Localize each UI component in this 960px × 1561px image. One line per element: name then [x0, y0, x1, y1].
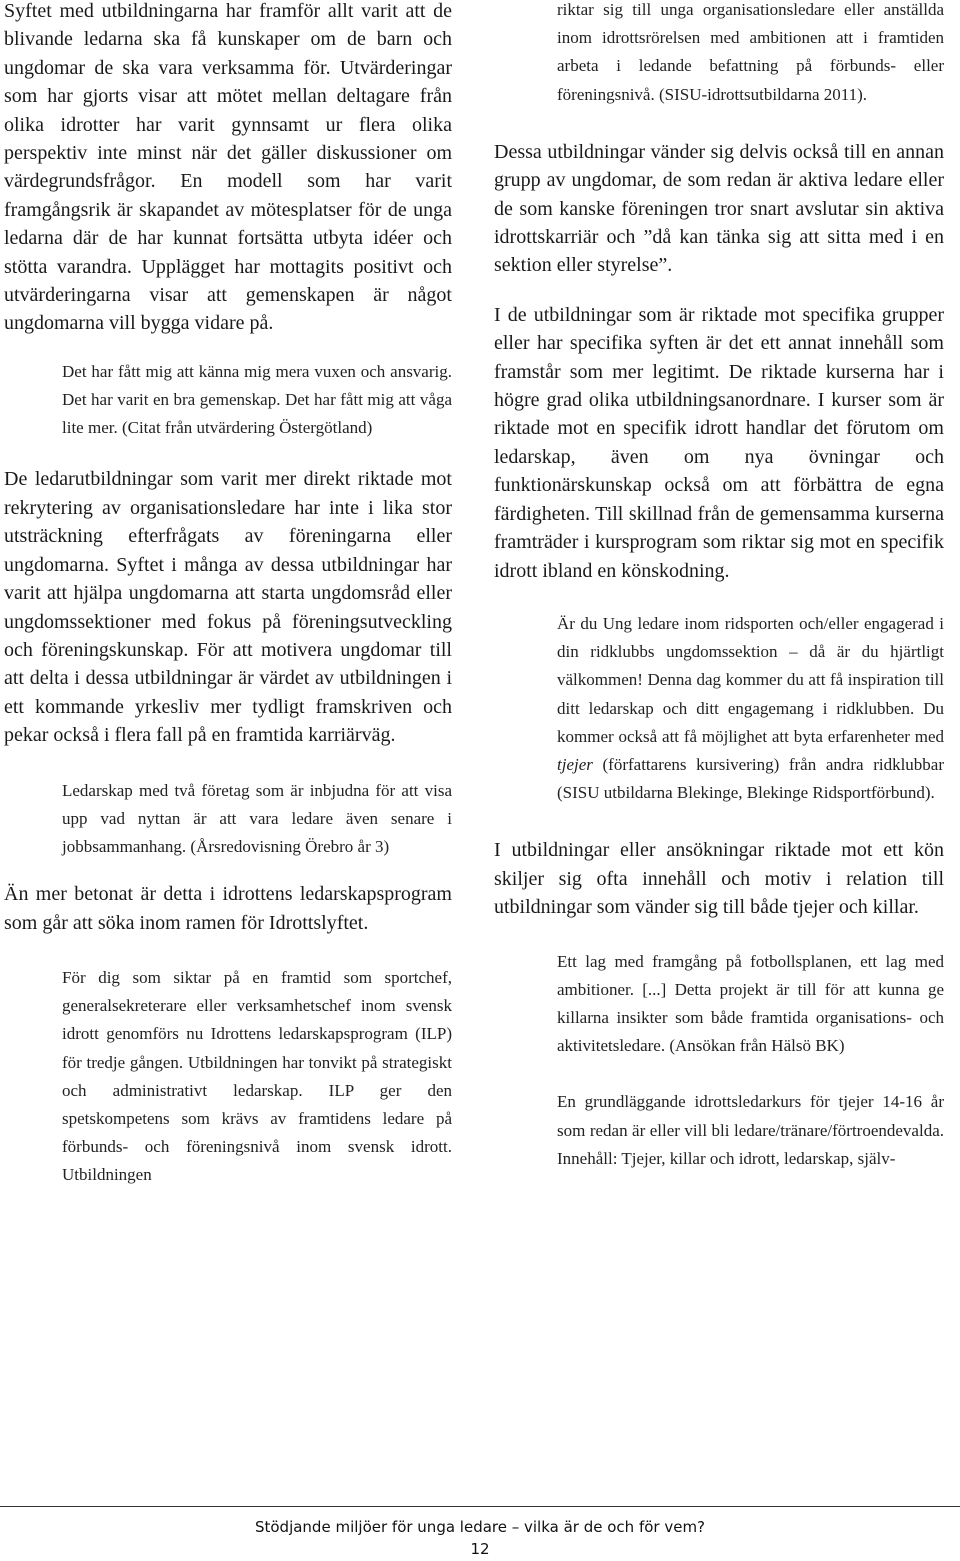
left-paragraph-1: Syftet med utbildningarna har framför allt varit att de blivande ledarna ska få kunskaper om de barn och ungdomar de ska vara verksamma för. Utvärderingar som har gjorts visar att mötet mellan deltagare från olika idrotter har varit gynnsamt ur flera olika perspektiv inte minst när det gäller diskussioner om värdegrundsfrågor. En modell som har varit framgångsrik är skapandet av mötesplatser för de unga ledarna där de har kunnat fortsätta utbyta idéer och stötta varandra. Upplägget har mottagits positivt och utvärderingarna visar att gemenskapen är något ungdomarna vill bygga vidare på.: [4, 0, 452, 335]
right-paragraph-3: I utbildningar eller ansökningar riktade mot ett kön skiljer sig ofta innehåll och motiv i relation till utbildningar som vänder sig till både tjejer och killar.: [494, 839, 944, 919]
quote-ostergotland: Det har fått mig att känna mig mera vuxen och ansvarig. Det har varit en bra gemenskap. Det har fått mig att våga lite mer. (Citat från utvärdering Östergötland): [62, 361, 452, 438]
quote-ridsport-italic: tjejer: [557, 754, 593, 774]
footer-title: Stödjande miljöer för unga ledare – vilka är de och för vem?: [254, 1518, 706, 1536]
right-column: [494, 0, 944, 1173]
quote-halso: Ett lag med framgång på fotbollsplanen, ett lag med ambitioner. [...] Detta projekt är till för att kunna ge killarna insikter som både framtida organisations- och aktivitetsledare. (Ansökan från Hälsö BK): [557, 951, 944, 1056]
left-paragraph-2: De ledarutbildningar som varit mer direkt riktade mot rekrytering av organisationsledare har inte i lika stor utsträckning efterfrågats av föreningarna eller ungdomarna. Syftet i många av dessa utbildningar har varit att hjälpa ungdomarna att starta ungdomsråd eller ungdomssektioner med fokus på föreningsutveckling och föreningskunskap. För att motivera ungdomar till att delta i dessa utbildningar är värdet av utbildningen i ett kommande yrkesliv mer tydligt framskriven och pekar också i flera fall på en framtida karriärväg.: [4, 468, 452, 747]
quote-ridsport-part-2: (författarens kursivering) från andra ridklubbar (SISU utbildarna Blekinge, Blekinge Ridsportförbund).: [557, 754, 945, 803]
left-paragraph-3: Än mer betonat är detta i idrottens ledarskapsprogram som går att söka inom ramen för Idrottslyftet.: [4, 883, 452, 934]
quote-orebro: Ledarskap med två företag som är inbjudna för att visa upp vad nyttan är att vara ledare även senare i jobbsammanhang. (Årsredovisning Örebro år 3): [62, 780, 452, 856]
right-paragraph-1: Dessa utbildningar vänder sig delvis också till en annan grupp av ungdomar, de som redan är aktiva ledare eller de som kanske föreningen tror snart avslutar sin aktiva idrottskarriär och ”då kan tänka sig att sitta med i en sektion eller styrelse”.: [494, 140, 944, 277]
quote-ilp: För dig som siktar på en framtid som sportchef, generalsekreterare eller verksamhetschef inom svensk idrott genomförs nu Idrottens ledarskapsprogram (ILP) för tredje gången. Utbildningen har tonvikt på strategiskt och administrativt ledarskap. ILP ger den spetskompetens som krävs av framtidens ledare på förbunds- och föreningsnivå inom svensk idrott. Utbildningen: [62, 967, 452, 1185]
quote-ridsport-part-1: Är du Ung ledare inom ridsporten och/eller engagerad i din ridklubbs ungdomssektion – då är du hjärtligt välkommen! Denna dag kommer du att få inspiration till ditt ledarskap och ditt engagemang i ridklubben. Du kommer också att få möjlighet att byta erfarenheter med: [557, 613, 944, 746]
footer-divider: [0, 1506, 960, 1507]
page-number: 12: [470, 1540, 490, 1558]
quote-ridsport: [557, 610, 944, 807]
left-column: [4, 0, 452, 1190]
quote-ilp-continued: riktar sig till unga organisationsledare eller anställda inom idrottsrörelsen med ambitionen att i framtiden arbeta i ledande befattning på förbunds- eller föreningsnivå. (SISU-idrottsutbildarna 2011).: [557, 0, 944, 104]
right-paragraph-2: I de utbildningar som är riktade mot specifika grupper eller har specifika syften är det ett annat innehåll som framstår som mer legitimt. De riktade kurserna har i högre grad olika utbildningsanordnare. I kurser som är riktade mot en specifik idrott handlar det förutom om ledarskap, även om nya övningar och funktionärskunskap också om att förbättra de egna färdigheten. Till skillnad från de gemensamma kurserna framträder i kursprogram som riktar sig mot en specifik idrott ibland en könskodning.: [494, 303, 944, 582]
quote-idrottsledarkurs: En grundläggande idrottsledarkurs för tjejer 14-16 år som redan är eller vill bli ledare/tränare/förtroendevalda. Innehåll: Tjejer, killar och idrott, ledarskap, själv-: [557, 1092, 944, 1168]
